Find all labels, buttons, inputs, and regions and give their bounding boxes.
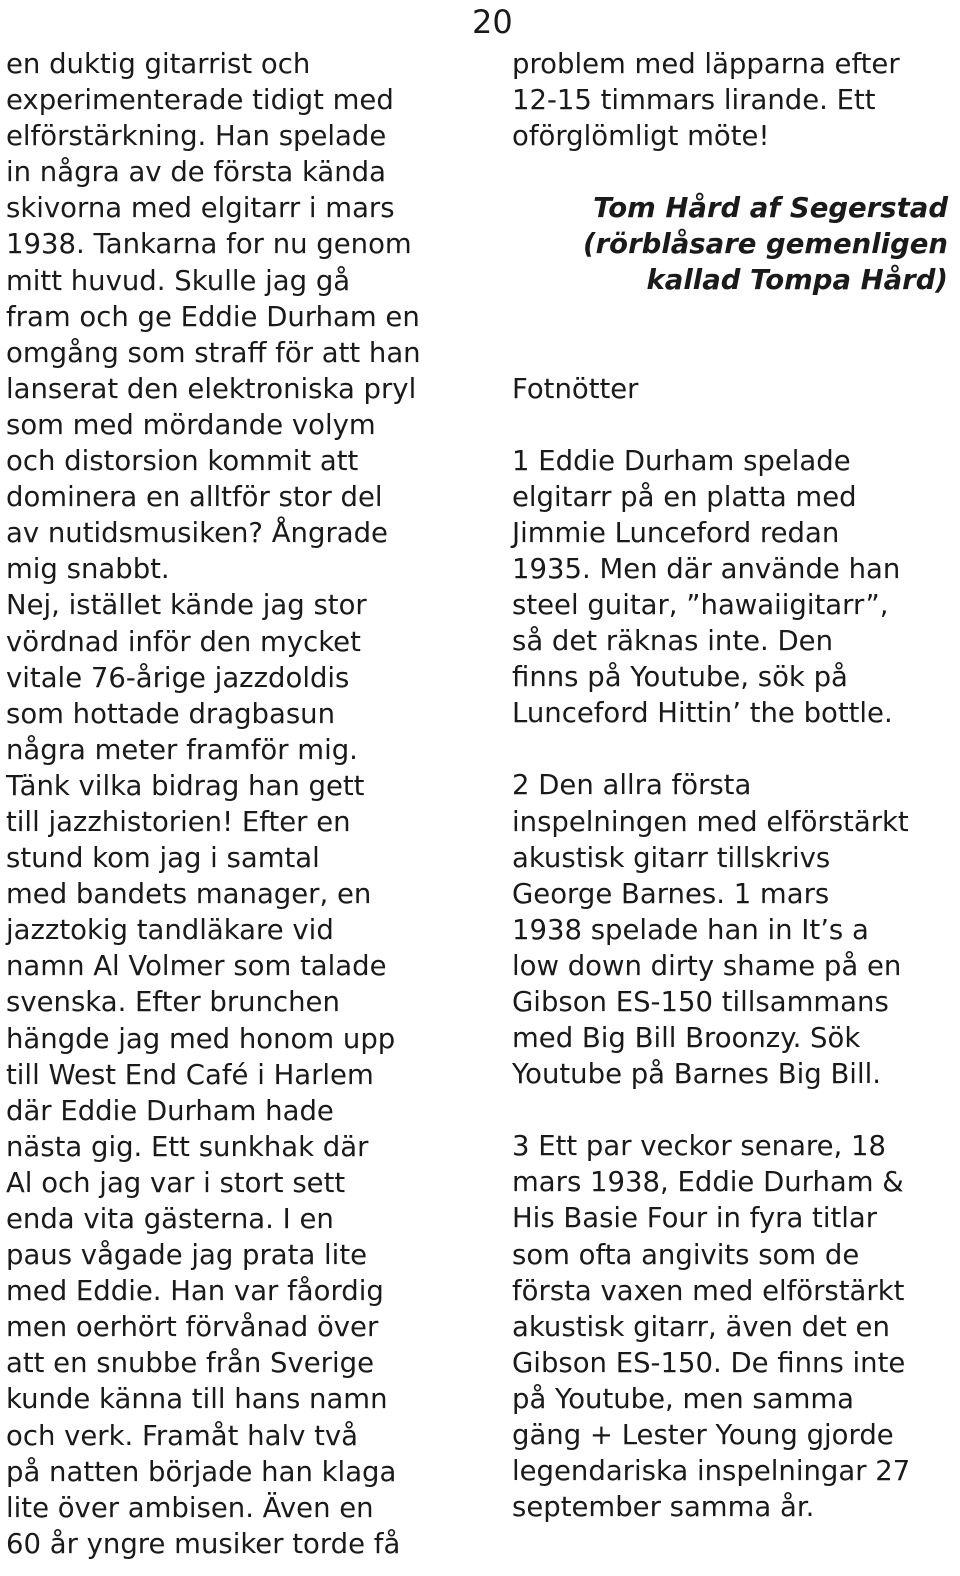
footnote-1 <box>512 443 952 732</box>
footnotes-heading: Fotnötter <box>512 372 639 405</box>
footnote-line: 1938 spelade han in It’s a <box>512 913 869 946</box>
body-text-line: där Eddie Durham hade <box>6 1094 334 1127</box>
footnote-line: low down dirty shame på en <box>512 949 902 982</box>
body-text-line: av nutidsmusiken? Ångrade <box>6 517 388 550</box>
body-text-line: mig snabbt. <box>6 553 170 586</box>
body-text-line: omgång som straff för att han <box>6 336 421 369</box>
body-text-line: lanserat den elektroniska pryl <box>6 372 417 405</box>
footnote-line: finns på Youtube, sök på <box>512 661 848 694</box>
body-text-line: elförstärkning. Han spelade <box>6 120 387 153</box>
body-text-line: skivorna med elgitarr i mars <box>6 192 395 225</box>
body-text-line: Al och jag var i stort sett <box>6 1166 346 1199</box>
footnote-line: som ofta angivits som de <box>512 1238 860 1271</box>
article-ending <box>512 46 952 154</box>
footnote-line: mars 1938, Eddie Durham & <box>512 1166 904 1199</box>
body-text-line: nästa gig. Ett sunkhak där <box>6 1130 369 1163</box>
footnote-line: så det räknas inte. Den <box>512 625 834 658</box>
body-text-line: experimenterade tidigt med <box>6 84 394 117</box>
footnote-line: på Youtube, men samma <box>512 1382 855 1415</box>
body-text-line: och distorsion kommit att <box>6 445 359 478</box>
body-text-line: några meter framför mig. <box>6 733 358 766</box>
body-text-line: med Eddie. Han var fåordig <box>6 1275 384 1308</box>
body-text-line: som hottade dragbasun <box>6 697 336 730</box>
footnote-line: gäng + Lester Young gjorde <box>512 1419 894 1451</box>
body-text-line: problem med läpparna efter <box>512 48 900 80</box>
body-text-line: jazztokig tandläkare vid <box>6 914 334 947</box>
body-text-line: 60 år yngre musiker torde få <box>6 1527 401 1560</box>
footnote-line: Gibson ES-150 tillsammans <box>512 985 889 1018</box>
footnote-line: His Basie Four in fyra titlar <box>512 1202 878 1235</box>
author-signature <box>512 190 952 298</box>
signature-line: kallad Tompa Hård) <box>646 264 948 297</box>
body-text-line: som med mördande volym <box>6 408 376 441</box>
body-text-line: vördnad inför den mycket <box>6 625 361 658</box>
footnote-line: akustisk gitarr, även det en <box>512 1310 890 1343</box>
body-text-line: till jazzhistorien! Efter en <box>6 805 351 838</box>
right-column <box>512 46 952 1525</box>
footnote-line: elgitarr på en platta med <box>512 480 857 513</box>
footnote-line: legendariska inspelningar 27 <box>512 1455 911 1488</box>
footnote-line: 1935. Men där använde han <box>512 552 901 585</box>
body-text-line: vitale 76-årige jazzdoldis <box>6 661 350 694</box>
footnote-2 <box>512 767 952 1092</box>
footnote-line: Jimmie Lunceford redan <box>512 516 840 549</box>
body-text-line: svenska. Efter brunchen <box>6 986 340 1019</box>
body-text-line: in några av de första kända <box>6 156 386 189</box>
body-text-line: oförglömligt möte! <box>512 120 770 153</box>
body-text-line: Tänk vilka bidrag han gett <box>6 769 365 802</box>
body-text-line: paus vågade jag prata lite <box>6 1239 368 1272</box>
footnote-line: 1 Eddie Durham spelade <box>512 444 851 477</box>
left-column <box>6 46 468 1562</box>
body-text-line: kunde känna till hans namn <box>6 1383 388 1416</box>
body-text-line: till West End Café i Harlem <box>6 1058 374 1091</box>
footnote-line: George Barnes. 1 mars <box>512 877 830 910</box>
body-text-line: med bandets manager, en <box>6 878 372 911</box>
body-text-line: Nej, istället kände jag stor <box>6 589 367 622</box>
footnote-line: september samma år. <box>512 1491 815 1524</box>
body-text-line: lite över ambisen. Även en <box>6 1491 374 1524</box>
body-text-line: fram och ge Eddie Durham en <box>6 300 420 333</box>
body-text-line: på natten började han klaga <box>6 1455 397 1488</box>
footnotes-list <box>512 443 952 1526</box>
body-text-line: och verk. Framåt halv två <box>6 1419 359 1452</box>
body-text-line: namn Al Volmer som talade <box>6 950 387 983</box>
footnote-line: Lunceford Hittin’ the bottle. <box>512 697 893 730</box>
body-text-line: hängde jag med honom upp <box>6 1022 396 1055</box>
page-number: 20 <box>472 3 513 41</box>
signature-line: (rörblåsare gemenligen <box>583 228 948 261</box>
footnote-line: akustisk gitarr tillskrivs <box>512 841 831 874</box>
body-text-line: dominera en alltför stor del <box>6 481 383 514</box>
footnote-3 <box>512 1128 952 1525</box>
body-text-line: enda vita gästerna. I en <box>6 1203 334 1235</box>
body-text-line: 12-15 timmars lirande. Ett <box>512 84 876 117</box>
footnote-line: inspelningen med elförstärkt <box>512 805 909 838</box>
signature-line: Tom Hård af Segerstad <box>593 192 948 225</box>
body-text-line: att en snubbe från Sverige <box>6 1347 374 1380</box>
footnote-line: Youtube på Barnes Big Bill. <box>512 1058 881 1091</box>
footnote-line: steel guitar, ”hawaiigitarr”, <box>512 589 889 622</box>
body-text-line: men oerhört förvånad över <box>6 1311 379 1344</box>
footnote-line: 2 Den allra första <box>512 769 752 802</box>
footnote-line: 3 Ett par veckor senare, 18 <box>512 1130 887 1163</box>
footnote-line: första vaxen med elförstärkt <box>512 1274 905 1307</box>
body-text-line: 1938. Tankarna for nu genom <box>6 228 412 261</box>
body-text-line: stund kom jag i samtal <box>6 842 320 875</box>
footnote-line: Gibson ES-150. De finns inte <box>512 1346 906 1379</box>
body-text-line: en duktig gitarrist och <box>6 48 311 80</box>
body-text-line: mitt huvud. Skulle jag gå <box>6 264 351 297</box>
footnote-line: med Big Bill Broonzy. Sök <box>512 1022 861 1055</box>
